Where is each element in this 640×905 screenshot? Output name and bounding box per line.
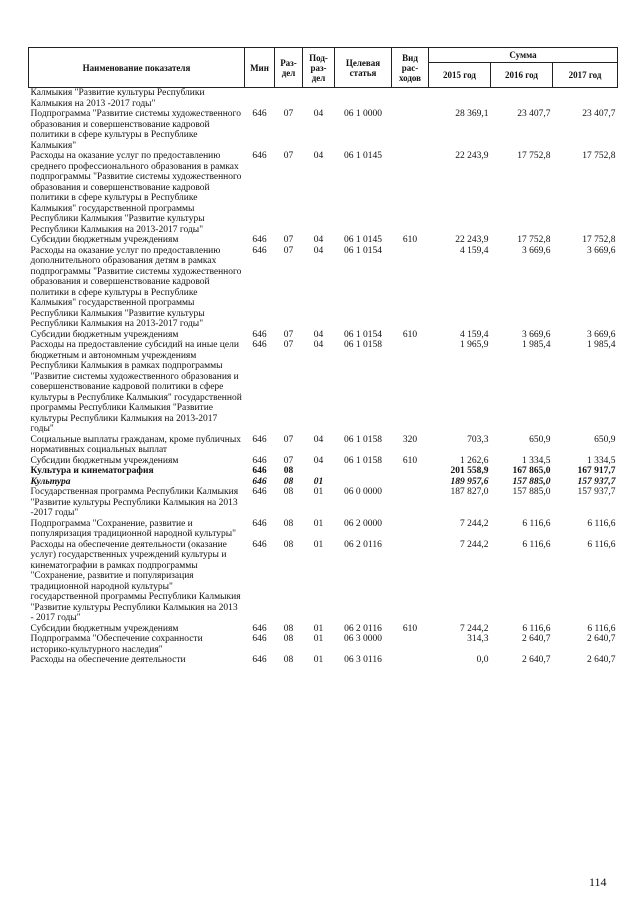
row-sum-2016: 650,9 [529, 434, 551, 445]
row-sum-2015: 22 243,9 [455, 151, 489, 161]
header-statya: Целевая статья [335, 48, 392, 88]
header-year-2016: 2016 год [491, 63, 553, 88]
row-sum-2015: 187 827,0 [450, 487, 489, 497]
row-statya: 06 1 0154 [344, 329, 382, 340]
table-row [29, 235, 618, 246]
table-row [29, 88, 618, 110]
row-sum-2017: 2 640,7 [587, 655, 616, 665]
row-name: Культура [30, 476, 71, 487]
row-min: 646 [252, 235, 267, 245]
row-sum-2016: 2 640,7 [522, 634, 551, 644]
row-podrazdel: 01 [313, 476, 324, 487]
header-year-2017: 2017 год [553, 63, 618, 88]
budget-table [28, 47, 618, 666]
page-number: 114 [589, 875, 607, 889]
table-row [29, 477, 618, 488]
row-statya: 06 1 0145 [344, 235, 382, 245]
row-podrazdel: 04 [313, 109, 324, 119]
row-name: Субсидии бюджетным учреждениям [30, 623, 179, 634]
row-sum-2015: 1 262,6 [460, 455, 489, 466]
table-row [29, 340, 618, 435]
table-row [29, 246, 618, 330]
row-sum-2017: 1 985,4 [587, 340, 616, 350]
table-row [29, 109, 618, 151]
row-sum-2015: 4 159,4 [460, 245, 489, 256]
row-razdel: 08 [283, 487, 294, 497]
header-razdel: Раз- дел [275, 48, 303, 88]
row-name: Подпрограмма "Сохранение, развитие и популяризация традиционной народной культуры" [30, 518, 236, 539]
row-sum-2016: 23 407,7 [517, 109, 551, 119]
header-min: Мин [245, 48, 275, 88]
table-row [29, 487, 618, 519]
row-name: Субсидии бюджетным учреждениям [30, 235, 179, 245]
row-min: 646 [252, 518, 267, 529]
row-vid: 610 [402, 455, 418, 466]
row-podrazdel: 01 [313, 655, 324, 665]
row-razdel: 07 [283, 151, 294, 161]
row-sum-2015: 703,3 [467, 434, 489, 445]
row-sum-2017: 17 752,8 [582, 235, 616, 245]
header-name: Наименование показателя [29, 48, 245, 88]
row-name: Социальные выплаты гражданам, кроме публичных нормативных социальных выплат [30, 434, 241, 455]
row-sum-2017: 157 937,7 [577, 476, 616, 487]
row-sum-2016: 157 885,0 [512, 487, 551, 497]
row-sum-2016: 6 116,6 [522, 623, 551, 634]
row-razdel: 08 [283, 623, 294, 634]
row-vid [392, 466, 429, 477]
row-vid [392, 519, 429, 540]
row-sum-2017: 2 640,7 [587, 634, 616, 644]
table-row [29, 540, 618, 624]
row-statya: 06 3 0000 [344, 634, 382, 644]
row-vid [392, 246, 429, 330]
row-min: 646 [252, 655, 267, 665]
table-row [29, 519, 618, 540]
row-statya: 06 1 0145 [344, 151, 382, 161]
header-summa: Сумма [429, 48, 618, 63]
row-sum-2015: 314,3 [467, 634, 489, 644]
row-name: Государственная программа Республики Калмыкия "Развитие культуры Республики Калмыкия на 2013 -2017 годы" [30, 487, 239, 518]
row-statya: 06 2 0116 [344, 539, 382, 550]
row-podrazdel: 04 [313, 235, 324, 245]
row-sum-2015: 1 965,9 [460, 340, 489, 350]
row-vid: 610 [402, 235, 418, 245]
row-sum-2016 [491, 88, 553, 110]
row-name: Культура и кинематография [30, 466, 154, 476]
row-podrazdel: 01 [313, 623, 324, 634]
row-razdel: 08 [283, 476, 294, 487]
row-podrazdel: 04 [313, 434, 324, 445]
row-sum-2015: 28 369,1 [455, 109, 489, 119]
row-podrazdel: 01 [313, 487, 324, 497]
row-sum-2016: 3 669,6 [522, 329, 551, 340]
row-statya: 06 3 0116 [344, 655, 382, 665]
table-row [29, 456, 618, 467]
row-min: 646 [252, 109, 267, 119]
row-vid [392, 634, 429, 655]
row-vid [392, 540, 429, 624]
row-vid [392, 655, 429, 666]
row-sum-2017: 650,9 [594, 434, 616, 445]
header-vid: Вид рас- ходов [392, 48, 429, 88]
row-podrazdel: 01 [313, 634, 324, 644]
row-razdel: 07 [283, 109, 294, 119]
row-podrazdel: 04 [313, 340, 324, 350]
header-year-2015: 2015 год [429, 63, 491, 88]
row-min: 646 [252, 476, 267, 487]
row-name: Расходы на предоставление субсидий на иные цели бюджетным и автономным учреждениям Республики Калмыкия в рамках подпрограммы "Развитие системы художественного образования и совершенствование кадровой политики в сфере культуры в Республике Калмыкия" государственной программы Республики Калмыкия "Развитие культуры Республики Калмыкия на 2013-2017 годы" [30, 340, 242, 434]
row-podrazdel: 01 [313, 518, 324, 529]
row-vid: 320 [402, 434, 418, 445]
header-podrazdel: Под- раз- дел [303, 48, 335, 88]
row-sum-2017: 1 334,5 [587, 455, 616, 466]
row-vid [392, 88, 429, 110]
row-sum-2015: 7 244,2 [460, 539, 489, 550]
row-sum-2016: 157 885,0 [512, 476, 551, 487]
table-row [29, 466, 618, 477]
row-statya: 06 2 0116 [344, 623, 382, 634]
row-statya: 06 1 0158 [344, 434, 382, 445]
row-razdel: 07 [283, 434, 294, 445]
row-sum-2017: 6 116,6 [587, 539, 616, 550]
row-sum-2017: 3 669,6 [587, 329, 616, 340]
row-vid: 610 [402, 623, 418, 634]
table-row [29, 151, 618, 235]
row-podrazdel [303, 88, 335, 110]
row-min: 646 [252, 340, 267, 350]
table-row [29, 330, 618, 341]
row-statya [335, 477, 392, 488]
row-statya: 06 1 0158 [344, 455, 382, 466]
row-sum-2016: 167 865,0 [512, 466, 551, 476]
row-min: 646 [252, 434, 267, 445]
row-min: 646 [252, 487, 267, 497]
row-razdel: 08 [283, 634, 294, 644]
row-sum-2017: 6 116,6 [587, 623, 616, 634]
row-min: 646 [252, 329, 267, 340]
row-min: 646 [252, 245, 267, 256]
row-razdel: 08 [283, 466, 294, 476]
row-razdel: 08 [283, 539, 294, 550]
row-razdel: 07 [283, 245, 294, 256]
row-sum-2015: 7 244,2 [460, 623, 489, 634]
row-podrazdel: 04 [313, 329, 324, 340]
row-podrazdel: 01 [313, 539, 324, 550]
row-name: Подпрограмма "Обеспечение сохранности историко-культурного наследия" [30, 634, 203, 655]
row-name: Субсидии бюджетным учреждениям [30, 329, 179, 340]
row-razdel: 07 [283, 235, 294, 245]
row-statya [335, 466, 392, 477]
table-row [29, 435, 618, 456]
row-name: Расходы на обеспечение деятельности [30, 655, 186, 665]
row-sum-2017: 157 937,7 [577, 487, 616, 497]
row-min: 646 [252, 151, 267, 161]
row-sum-2017 [553, 88, 618, 110]
table-body [29, 88, 618, 666]
row-name: Расходы на оказание услуг по предоставлению дополнительного образования детям в рамках подпрограммы "Развитие системы художественного образования и совершенствование кадровой политики в сфере культуры в Республике Калмыкия" государственной программы Республики Калмыкия "Развитие культуры Республики Калмыкия на 2013-2017 годы" [30, 245, 242, 329]
row-name: Субсидии бюджетным учреждениям [30, 455, 179, 466]
row-vid [392, 109, 429, 151]
row-vid: 610 [402, 329, 418, 340]
row-sum-2016: 17 752,8 [517, 235, 551, 245]
row-sum-2015 [429, 88, 491, 110]
row-razdel: 07 [283, 340, 294, 350]
row-min [245, 88, 275, 110]
row-sum-2015: 22 243,9 [455, 235, 489, 245]
row-statya: 06 0 0000 [344, 487, 382, 497]
row-statya: 06 2 0000 [344, 518, 382, 529]
row-name: Расходы на обеспечение деятельности (оказание услуг) государственных учреждений культуры и кинематографии в рамках подпрограммы "Сохранение, развитие и популяризация традиционной народной культуры" государственной программы Республики Калмыкия "Развитие культуры Республики Калмыкия на 2013 - 2017 годы" [30, 539, 241, 623]
row-min: 646 [252, 455, 267, 466]
row-sum-2017: 17 752,8 [582, 151, 616, 161]
table-row [29, 634, 618, 655]
row-sum-2015: 189 957,6 [450, 476, 489, 487]
row-vid [392, 487, 429, 519]
row-sum-2016: 1 985,4 [522, 340, 551, 350]
row-name: Расходы на оказание услуг по предоставлению среднего профессионального образования в рамках подпрограммы "Развитие системы художественного образования и совершенствование кадровой политики в сфере культуры в Республике Калмыкия" государственной программы Республики Калмыкия "Развитие культуры Республики Калмыкия на 2013-2017 годы" [30, 151, 242, 235]
row-podrazdel [303, 466, 335, 477]
row-sum-2017: 3 669,6 [587, 245, 616, 256]
row-statya: 06 1 0000 [344, 109, 382, 119]
row-sum-2017: 167 917,7 [577, 466, 616, 476]
table-row [29, 655, 618, 666]
row-statya [335, 88, 392, 110]
row-sum-2016: 1 334,5 [522, 455, 551, 466]
row-name: Подпрограмма "Развитие системы художественного образования и совершенствование кадровой политики в сфере культуры в Республике Калмыкия" [30, 109, 241, 151]
row-razdel: 08 [283, 518, 294, 529]
row-vid [392, 151, 429, 235]
row-sum-2016: 6 116,6 [522, 518, 551, 529]
row-min: 646 [252, 634, 267, 644]
row-vid [392, 340, 429, 435]
row-min: 646 [252, 466, 267, 476]
row-sum-2015: 4 159,4 [460, 329, 489, 340]
row-vid [392, 477, 429, 488]
row-sum-2016: 3 669,6 [522, 245, 551, 256]
row-sum-2017: 6 116,6 [587, 518, 616, 529]
row-sum-2016: 17 752,8 [517, 151, 551, 161]
row-razdel: 07 [283, 455, 294, 466]
row-podrazdel: 04 [313, 151, 324, 161]
row-sum-2015: 201 558,9 [450, 466, 489, 476]
row-name: Калмыкия "Развитие культуры Республики Калмыкия на 2013 -2017 годы" [30, 88, 205, 109]
row-razdel [275, 88, 303, 110]
row-razdel: 08 [283, 655, 294, 665]
row-statya: 06 1 0154 [344, 245, 382, 256]
row-min: 646 [252, 623, 267, 634]
row-sum-2015: 7 244,2 [460, 518, 489, 529]
row-sum-2016: 6 116,6 [522, 539, 551, 550]
row-sum-2016: 2 640,7 [522, 655, 551, 665]
row-podrazdel: 04 [313, 245, 324, 256]
row-razdel: 07 [283, 329, 294, 340]
row-sum-2015: 0,0 [476, 655, 489, 665]
row-podrazdel: 04 [313, 455, 324, 466]
row-statya: 06 1 0158 [344, 340, 382, 350]
row-sum-2017: 23 407,7 [582, 109, 616, 119]
table-row [29, 624, 618, 635]
row-min: 646 [252, 539, 267, 550]
